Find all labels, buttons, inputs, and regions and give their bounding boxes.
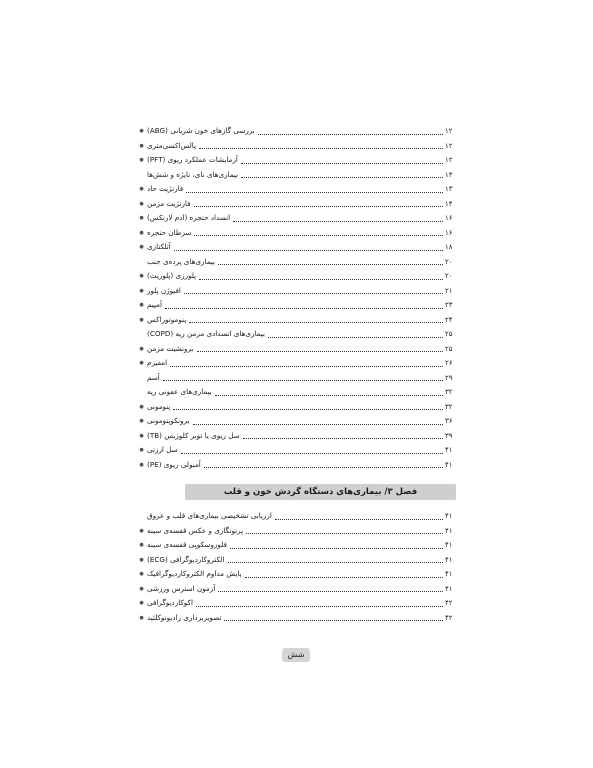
dot-leader <box>189 322 443 323</box>
bullet-icon: ● <box>139 157 144 163</box>
toc-entry <box>137 269 457 283</box>
dot-leader <box>199 279 443 280</box>
bullet-icon: ● <box>139 461 144 468</box>
bullet-icon: ● <box>139 403 144 410</box>
dot-leader <box>218 264 443 265</box>
toc-entry-page: ۱۸ <box>445 243 453 251</box>
dot-leader <box>243 438 443 439</box>
dot-leader <box>218 591 443 592</box>
toc-entry-title: برونکوپنومونی <box>147 416 190 425</box>
toc-entry <box>137 582 457 596</box>
bullet-icon: ● <box>139 186 144 192</box>
toc-entry <box>137 553 457 567</box>
toc-entry-page: ۱۲ <box>445 127 453 135</box>
toc-entry-page: ۴۱ <box>445 460 453 469</box>
bullet-icon: ● <box>139 345 144 352</box>
toc-entry-page: ۳۲ <box>445 402 453 411</box>
bullet-icon: ● <box>139 432 144 439</box>
dot-leader <box>268 337 443 338</box>
toc-entry <box>137 139 457 153</box>
dot-leader <box>215 395 443 396</box>
toc-entry-title: سل ریوی یا توبر کلوزیس (TB) <box>147 430 240 440</box>
toc-entry <box>137 313 457 327</box>
toc-entry <box>137 567 457 581</box>
toc-entry-page: ۱۶ <box>445 214 453 222</box>
toc-entry-title: فلوروسکوپی قفسه‌ی سینه <box>147 540 227 549</box>
bullet-icon: ● <box>139 244 144 250</box>
toc-entry <box>137 356 457 370</box>
bullet-icon: ● <box>139 302 144 308</box>
bullet-icon: ● <box>139 360 144 366</box>
toc-entry-page: ۱۶ <box>445 228 453 237</box>
bullet-icon: ● <box>139 215 144 221</box>
bullet-icon: ● <box>139 527 144 534</box>
toc-entry <box>137 414 457 428</box>
toc-entry-page: ۲۶ <box>445 359 453 367</box>
toc-entry <box>137 226 457 240</box>
toc-entry-page: ۱۲ <box>445 156 453 164</box>
toc-entry-page: ۳۲ <box>445 388 453 396</box>
toc-entry-title: ارزیابی تشخیصی بیماری‌های قلب و عروق <box>147 511 272 520</box>
toc-entry-title: پالس‌اکسی‌متری <box>147 140 196 150</box>
toc-entry-title: آتلکتازی <box>147 242 171 251</box>
toc-entry <box>137 371 457 385</box>
toc-entry <box>137 524 457 538</box>
dot-leader <box>246 533 443 534</box>
bullet-icon: ● <box>139 556 144 563</box>
toc-entry-page: ۴۱ <box>445 584 453 593</box>
bullet-icon: ● <box>139 316 144 323</box>
toc-entry <box>137 168 457 182</box>
bullet-icon: ● <box>139 229 144 236</box>
toc-entry-page: ۴۱ <box>445 446 453 454</box>
toc-entry <box>137 385 457 399</box>
toc-entry-title: بیماری‌های نای، نایژه و شش‌ها <box>147 169 239 179</box>
toc-entry-title: آزمایشات عملکرد ریوی (PFT) <box>147 155 238 164</box>
dot-leader <box>193 424 443 425</box>
toc-entry-title: افیوژن پلور <box>147 285 181 295</box>
toc-entry-title: آزمون استرس ورزشی <box>147 583 216 593</box>
toc-entry-page: ۲۴ <box>445 315 453 324</box>
bullet-icon: ● <box>139 600 144 606</box>
toc-entry-title: آمپیم <box>147 300 162 309</box>
dot-leader <box>194 206 443 207</box>
toc-entry-title: انسداد حنجره (ادم لارنکس) <box>147 213 231 222</box>
dot-leader <box>245 577 443 578</box>
dot-leader <box>258 134 443 135</box>
toc-entry <box>137 509 457 523</box>
toc-entry-title: آسم <box>147 372 160 382</box>
dot-leader <box>181 453 443 454</box>
toc-entry-title: اکوکاردیوگرافی <box>147 598 193 607</box>
toc-entry <box>137 458 457 472</box>
dot-leader <box>241 163 443 164</box>
dot-leader <box>233 221 443 222</box>
toc-entry-title: پنومونی <box>147 401 171 411</box>
toc-entry <box>137 611 457 625</box>
dot-leader <box>186 192 443 193</box>
toc-entry-title: بیماری‌های عفونی ریه <box>147 387 212 396</box>
dot-leader <box>241 177 443 178</box>
toc-entry-title: الکتروکاردیوگرافی (ECG) <box>147 554 225 564</box>
dot-leader <box>275 519 443 520</box>
toc-entry <box>137 284 457 298</box>
bullet-icon: ● <box>139 142 144 149</box>
toc-entry-page: ۲۵ <box>445 344 453 353</box>
dot-leader <box>173 409 443 410</box>
toc-entry-page: ۲۹ <box>445 373 453 382</box>
toc-entry-page: ۱۲ <box>445 141 453 150</box>
dot-leader <box>230 548 443 549</box>
toc-entry-page: ۲۰ <box>445 257 453 266</box>
dot-leader <box>163 380 443 381</box>
toc-entry-title: فارنژیت مزمن <box>147 198 191 208</box>
bullet-icon: ● <box>139 273 144 279</box>
toc-entry-title: پنوموتوراکس <box>147 314 187 324</box>
toc-entry <box>137 197 457 211</box>
bullet-icon: ● <box>139 571 144 577</box>
toc-entry-page: ۴۱ <box>445 526 453 535</box>
dot-leader <box>170 366 443 367</box>
dot-leader <box>204 467 443 468</box>
dot-leader <box>184 293 443 294</box>
toc-entry-page: ۳۶ <box>445 417 453 425</box>
toc-entry-title: سرطان حنجره <box>147 227 192 237</box>
dot-leader <box>197 351 444 352</box>
toc-entry-page: ۲۱ <box>445 286 453 295</box>
dot-leader <box>228 562 443 563</box>
toc-entry-title: پلورزی (پلوریت) <box>147 271 197 280</box>
toc-entry-title: آمبولی ریوی (PE) <box>147 459 201 469</box>
bullet-icon: ● <box>139 542 144 548</box>
bullet-icon: ● <box>139 585 144 592</box>
toc-entry-title: امفیزم <box>147 358 168 367</box>
dot-leader <box>165 308 443 309</box>
toc-entry-title: بررسی گازهای خون شریانی (ABG) <box>147 126 255 135</box>
bullet-icon: ● <box>139 447 144 453</box>
bullet-icon: ● <box>139 200 144 207</box>
toc-entry <box>137 298 457 312</box>
chapter-heading: فصل ۳/ بیماری‌های دستگاه گردش خون و قلب <box>185 484 456 500</box>
toc-entry <box>137 124 457 138</box>
dot-leader <box>196 606 443 607</box>
dot-leader <box>199 148 443 149</box>
toc-entry-title: پایش مداوم الکتروکاردیوگرافیک <box>147 569 242 578</box>
page-footer-label: شش <box>282 648 310 662</box>
toc-entry-page: ۴۱ <box>445 512 453 520</box>
bullet-icon: ● <box>139 418 144 424</box>
dot-leader <box>194 235 443 236</box>
toc-entry-page: ۲۰ <box>445 272 453 280</box>
toc-entry-page: ۲۳ <box>445 301 453 309</box>
toc-entry-title: سل ارزنی <box>147 445 178 454</box>
toc-entry-page: ۴۱ <box>445 570 453 578</box>
toc-entry-page: ۱۳ <box>445 170 453 179</box>
toc-entry <box>137 211 457 225</box>
toc-entry-title: بیماری‌های پرده‌ی جنب <box>147 256 216 266</box>
toc-entry <box>137 596 457 610</box>
bullet-icon: ● <box>139 614 144 621</box>
toc-entry <box>137 255 457 269</box>
toc-entry-title: فارنژیت حاد <box>147 184 184 193</box>
toc-entry <box>137 443 457 457</box>
toc-entry <box>137 429 457 443</box>
toc-entry-title: تصویربرداری رادیونوکلئید <box>147 612 222 622</box>
toc-entry <box>137 240 457 254</box>
toc-entry-page: ۲۵ <box>445 330 453 338</box>
toc-entry-title: پرتونگاری و عکس قفسه‌ی سینه <box>147 525 244 535</box>
toc-entry <box>137 153 457 167</box>
toc-entry-page: ۴۱ <box>445 555 453 564</box>
toc-entry <box>137 400 457 414</box>
bullet-icon: ● <box>139 287 144 294</box>
toc-entry-title: بیماری‌های انسدادی مزمن ریه (COPD) <box>147 329 265 338</box>
toc-entry-page: ۱۴ <box>445 199 453 208</box>
toc-entry-title: برونشیت مزمن <box>147 343 194 353</box>
toc-entry <box>137 327 457 341</box>
toc-entry-page: ۴۲ <box>445 613 453 622</box>
toc-entry <box>137 538 457 552</box>
bullet-icon: ● <box>139 128 144 134</box>
toc-entry-page: ۱۳ <box>445 185 453 193</box>
toc-entry-page: ۴۲ <box>445 599 453 607</box>
toc-entry-page: ۳۹ <box>445 431 453 440</box>
dot-leader <box>224 620 443 621</box>
toc-entry <box>137 342 457 356</box>
toc-entry <box>137 182 457 196</box>
dot-leader <box>174 250 443 251</box>
toc-entry-page: ۴۱ <box>445 541 453 549</box>
